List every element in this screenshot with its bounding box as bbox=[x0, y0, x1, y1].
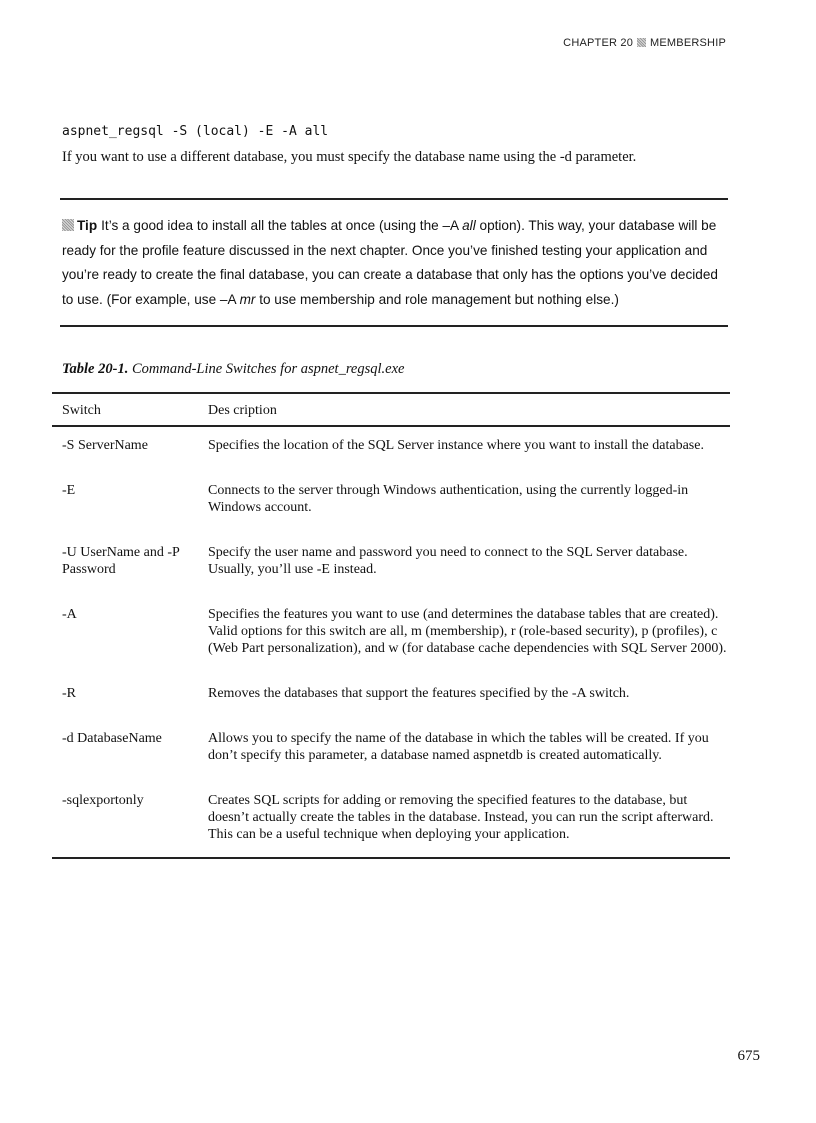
table-bottom-rule bbox=[52, 857, 730, 859]
table-row bbox=[52, 596, 730, 675]
table-row bbox=[52, 427, 730, 472]
description-cell: Specify the user name and password you need to connect to the SQL Server database. Usually, you’ll use -E instead. bbox=[208, 545, 688, 577]
tip-box bbox=[62, 214, 726, 312]
tip-bottom-rule bbox=[60, 325, 728, 327]
header-switch: Switch bbox=[62, 403, 101, 418]
description-cell: Specifies the location of the SQL Server instance where you want to install the database. bbox=[208, 438, 704, 453]
header-description: Des cription bbox=[208, 403, 277, 418]
table-row bbox=[52, 534, 730, 596]
tip-square-icon bbox=[62, 219, 74, 231]
table-row bbox=[52, 675, 730, 720]
running-header bbox=[563, 37, 726, 49]
tip-emphasis-1: all bbox=[462, 218, 476, 233]
chapter-label: CHAPTER 20 bbox=[563, 37, 634, 49]
description-cell: Allows you to specify the name of the database in which the tables will be created. If you don’t specify this parameter, a database named aspnetdb is created automatically. bbox=[208, 731, 709, 763]
tip-top-rule bbox=[60, 198, 728, 200]
switches-table bbox=[52, 392, 730, 859]
table-body bbox=[52, 427, 730, 861]
tip-text-2: option). This way, your database will be ready for the profile feature discussed in the next chapter. Once you’ve finished testing your application and you’re ready to create the final database, you can create a database that only has the options you’ve decided to use. (For example, use –A bbox=[62, 218, 718, 307]
table-caption-text: Command-Line Switches for aspnet_regsql.exe bbox=[131, 361, 405, 377]
description-cell: Creates SQL scripts for adding or removing the specified features to the database, but doesn’t actually create the tables in the database. Instead, you can run the script afterward. This can be a useful technique when deploying your application. bbox=[208, 793, 714, 842]
switch-cell: -U UserName and -P Password bbox=[62, 545, 180, 577]
body-paragraph: If you want to use a different database, you must specify the database name using the -d parameter. bbox=[62, 149, 637, 165]
description-cell: Removes the databases that support the features specified by the -A switch. bbox=[208, 686, 630, 701]
tip-emphasis-2: mr bbox=[239, 291, 256, 307]
table-caption-label: Table 20-1. bbox=[62, 361, 129, 377]
table-row bbox=[52, 782, 730, 861]
switch-cell: -A bbox=[62, 607, 77, 622]
switch-cell: -R bbox=[62, 686, 76, 701]
table-row bbox=[52, 472, 730, 534]
tip-text-3: to use membership and role management but nothing else.) bbox=[255, 291, 619, 307]
description-cell: Connects to the server through Windows authentication, using the currently logged-in Windows account. bbox=[208, 483, 689, 515]
table-header-row bbox=[52, 394, 730, 425]
table-caption bbox=[62, 361, 404, 378]
tip-text-1: It’s a good idea to install all the tables at once (using the –A bbox=[101, 218, 463, 233]
switch-cell: -E bbox=[62, 483, 76, 498]
switch-cell: -d DatabaseName bbox=[62, 731, 162, 746]
code-line: aspnet_regsql -S (local) -E -A all bbox=[62, 124, 329, 139]
separator-square-icon bbox=[637, 38, 646, 47]
description-cell: Specifies the features you want to use (and determines the database tables that are created). Valid options for this switch are all, m (membership), r (role-based security), p (profiles), c (Web Part personalization), and w (for database cache dependencies with SQL Server 2000). bbox=[208, 607, 727, 656]
tip-label: Tip bbox=[77, 218, 98, 233]
table-row bbox=[52, 720, 730, 782]
switch-cell: -S ServerName bbox=[62, 438, 148, 453]
section-label: MEMBERSHIP bbox=[650, 37, 726, 49]
page-number: 675 bbox=[737, 1048, 760, 1064]
switch-cell: -sqlexportonly bbox=[62, 793, 144, 808]
